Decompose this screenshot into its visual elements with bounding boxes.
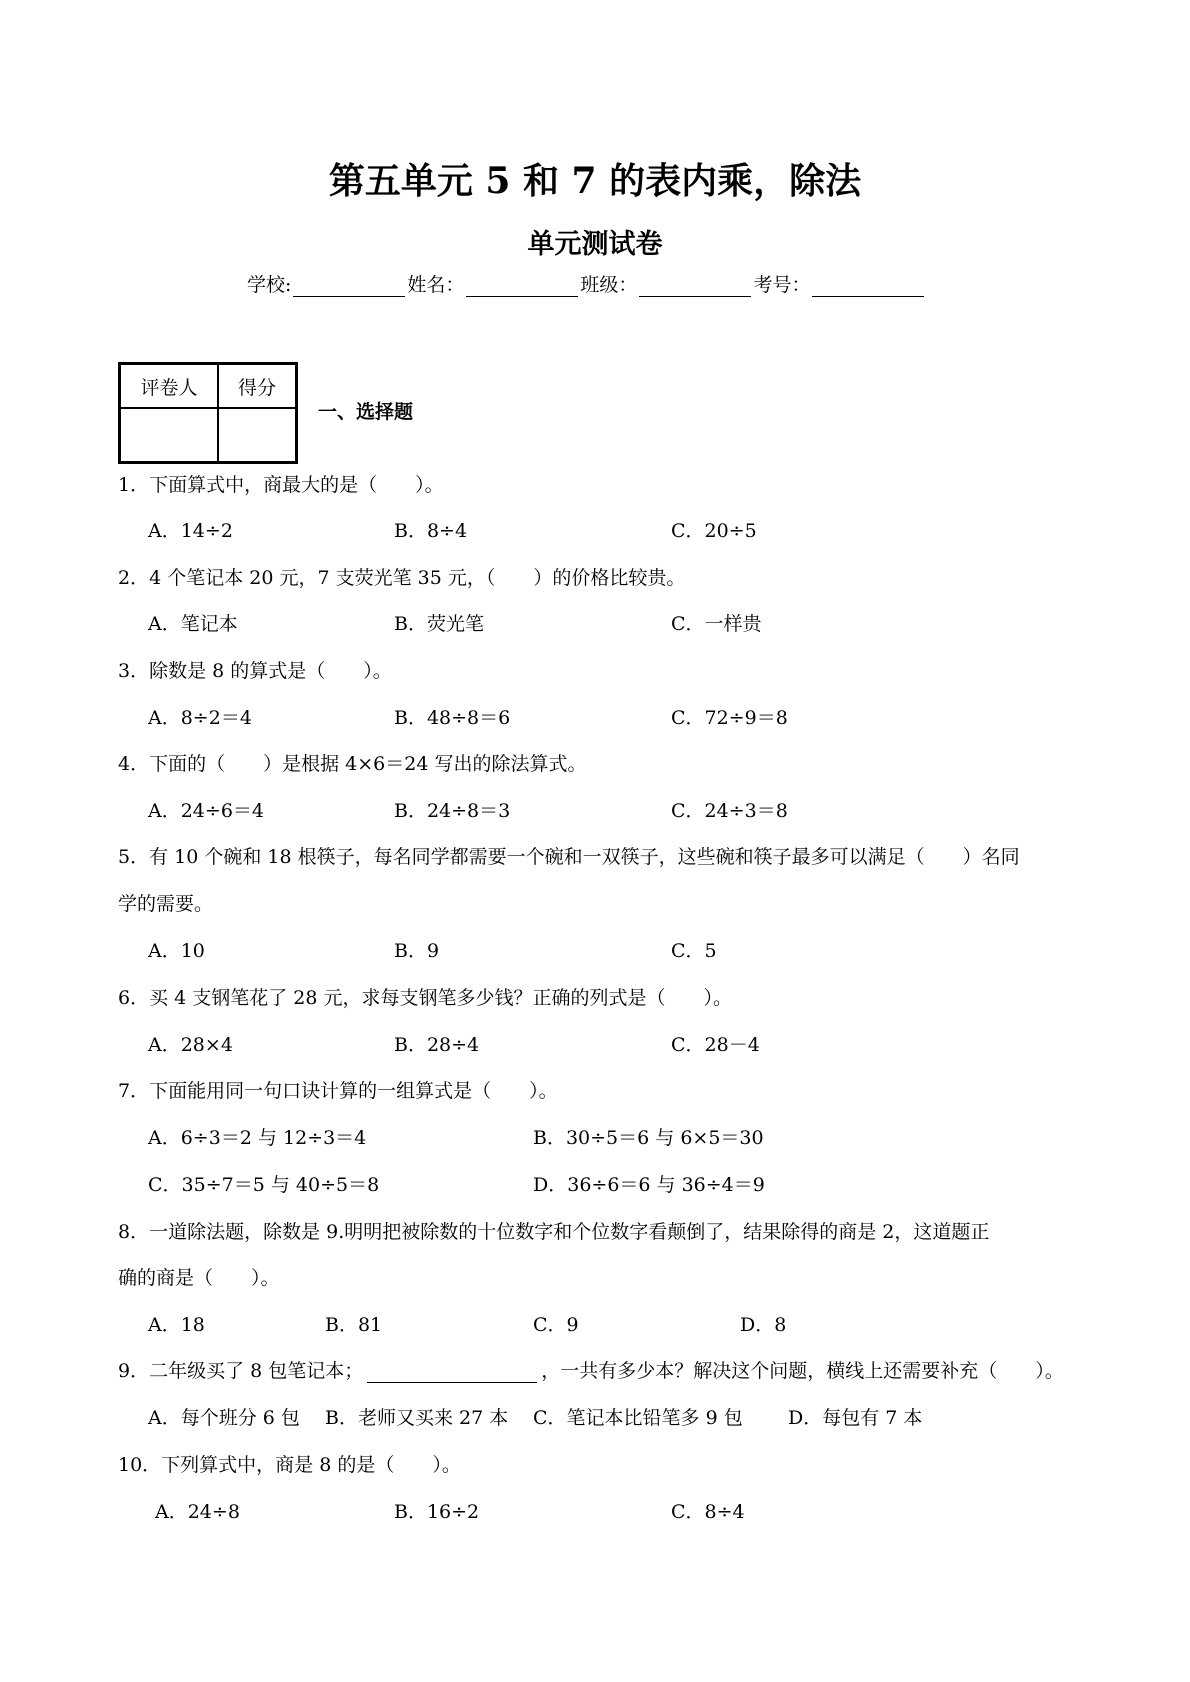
question-4: 4．下面的（ ）是根据 4×6＝24 写出的除法算式。 — [118, 753, 587, 775]
option[interactable]: C．72÷9＝8 — [671, 707, 788, 729]
question-2: 2．4 个笔记本 20 元，7 支荧光笔 35 元，（ ）的价格比较贵。 — [118, 567, 686, 589]
option[interactable]: B．24÷8＝3 — [394, 800, 511, 822]
class-label: 班级： — [580, 274, 638, 296]
option[interactable]: B．16÷2 — [394, 1501, 480, 1523]
question-9-stem-end: ，一共有多少本？解决这个问题，横线上还需要补充（ ）。 — [541, 1360, 1064, 1382]
option[interactable]: C．28－4 — [671, 1034, 760, 1056]
option[interactable]: C．一样贵 — [671, 613, 762, 635]
exam-number-label: 考号： — [753, 274, 811, 296]
score-table — [118, 362, 298, 464]
option[interactable]: A．8÷2＝4 — [148, 707, 252, 729]
option[interactable]: B．28÷4 — [394, 1034, 480, 1056]
option[interactable]: C．5 — [671, 940, 717, 962]
score-header: 得分 — [218, 364, 297, 409]
page-title: 第五单元 5 和 7 的表内乘，除法 — [328, 160, 862, 202]
option[interactable]: C．20÷5 — [671, 520, 757, 542]
class-blank[interactable] — [639, 276, 751, 297]
option[interactable]: C．35÷7＝5 与 40÷5＝8 — [148, 1174, 380, 1196]
option[interactable]: B．81 — [325, 1314, 383, 1336]
question-7: 7．下面能用同一句口诀计算的一组算式是（ ）。 — [118, 1080, 558, 1102]
question-10: 10．下列算式中，商是 8 的是（ ）。 — [118, 1454, 461, 1476]
option[interactable]: A．6÷3＝2 与 12÷3＝4 — [148, 1127, 367, 1149]
option[interactable]: B．老师又买来 27 本 — [325, 1407, 509, 1429]
name-label: 姓名： — [407, 274, 465, 296]
option[interactable]: C．24÷3＝8 — [671, 800, 788, 822]
option[interactable]: A．18 — [148, 1314, 205, 1336]
option[interactable]: B．荧光笔 — [394, 613, 484, 635]
option[interactable]: B．9 — [394, 940, 440, 962]
option[interactable]: B．8÷4 — [394, 520, 468, 542]
grader-header: 评卷人 — [120, 364, 219, 409]
option[interactable]: A．28×4 — [148, 1034, 233, 1056]
school-blank[interactable] — [293, 276, 405, 297]
option[interactable]: B．48÷8＝6 — [394, 707, 511, 729]
question-5: 5．有 10 个碗和 18 根筷子，每名同学都需要一个碗和一双筷子，这些碗和筷子最多可以满足（ ）名同 — [118, 846, 1020, 868]
exam-number-blank[interactable] — [812, 276, 924, 297]
option[interactable]: A．每个班分 6 包 — [148, 1407, 300, 1429]
page-subtitle: 单元测试卷 — [527, 229, 663, 260]
question-1: 1．下面算式中，商最大的是（ ）。 — [118, 474, 444, 496]
score-cell — [218, 408, 297, 463]
grader-cell — [120, 408, 219, 463]
section-title: 一、选择题 — [318, 401, 414, 423]
option[interactable]: D．36÷6＝6 与 36÷4＝9 — [533, 1174, 765, 1196]
option[interactable]: D．8 — [740, 1314, 787, 1336]
question-9 — [118, 1359, 1064, 1383]
question-5-continued: 学的需要。 — [118, 893, 214, 915]
option[interactable]: A．14÷2 — [148, 520, 233, 542]
question-8-continued: 确的商是（ ）。 — [118, 1267, 280, 1289]
option[interactable]: A．24÷6＝4 — [148, 800, 264, 822]
question-9-stem: 9．二年级买了 8 包笔记本； — [118, 1360, 364, 1382]
option[interactable]: C．9 — [533, 1314, 579, 1336]
name-blank[interactable] — [466, 276, 578, 297]
student-info-line — [247, 273, 926, 297]
option[interactable]: D．每包有 7 本 — [788, 1407, 923, 1429]
option[interactable]: B．30÷5＝6 与 6×5＝30 — [533, 1127, 764, 1149]
option[interactable]: C．笔记本比铅笔多 9 包 — [533, 1407, 743, 1429]
option[interactable]: A．笔记本 — [148, 613, 238, 635]
option[interactable]: A．24÷8 — [155, 1501, 240, 1523]
school-label: 学校: — [247, 274, 292, 296]
option[interactable]: A．10 — [148, 940, 205, 962]
fill-blank[interactable] — [367, 1362, 537, 1383]
question-8: 8．一道除法题，除数是 9.明明把被除数的十位数字和个位数字看颠倒了，结果除得的商是 2，这道题正 — [118, 1221, 990, 1243]
question-3: 3．除数是 8 的算式是（ ）。 — [118, 660, 392, 682]
question-6: 6．买 4 支钢笔花了 28 元，求每支钢笔多少钱？正确的列式是（ ）。 — [118, 987, 733, 1009]
option[interactable]: C．8÷4 — [671, 1501, 745, 1523]
